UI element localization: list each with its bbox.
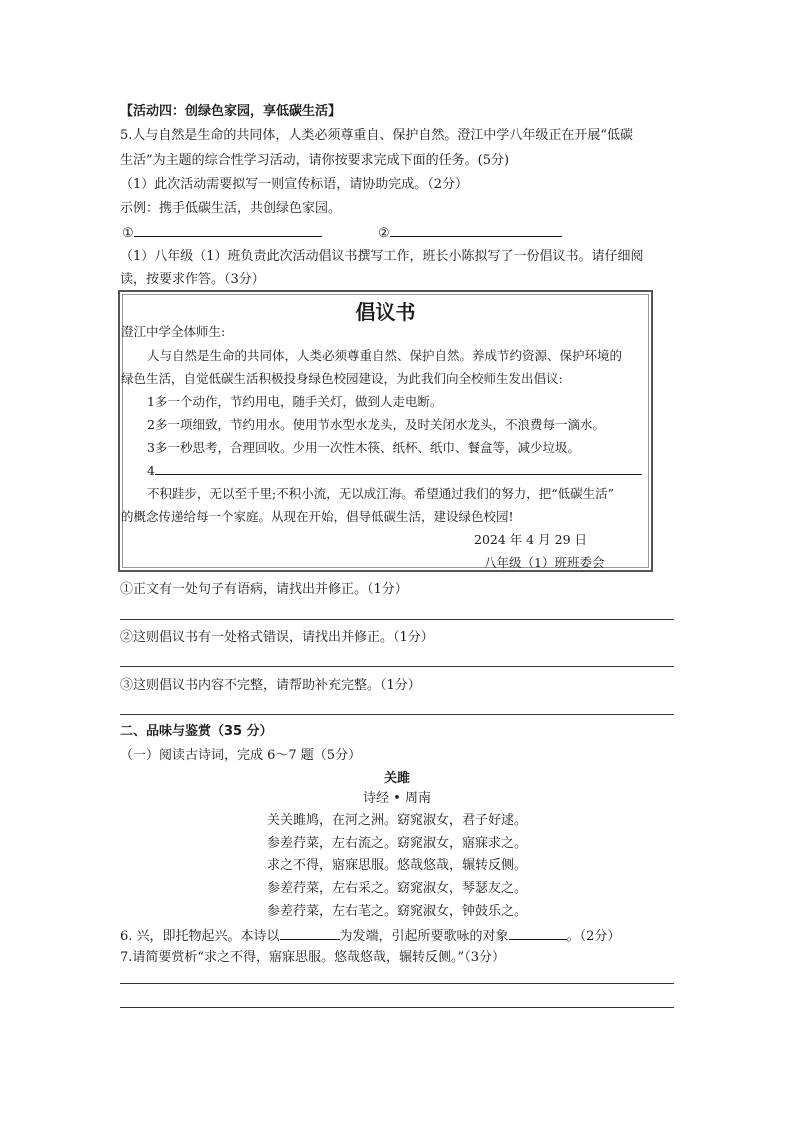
poem-line-5: 参差荇菜，左右芼之。窈窕淑女，钟鼓乐之。: [266, 904, 527, 919]
question-6-part-b: 为发端，引起所要歌咏的对象: [339, 929, 509, 944]
proposal-item-4-number: 4: [147, 463, 155, 478]
answer-line-1[interactable]: [120, 619, 674, 620]
proposal-paragraph-1-line-1: 人与自然是生命的共同体，人类必须尊重自然、保护自然。养成节约资源、保护环境的: [147, 348, 623, 363]
proposal-title: 倡议书: [355, 300, 416, 324]
proposal-question-1: ①正文有一处句子有语病，请找出并修正。（1分）: [120, 582, 408, 597]
proposal-closing-line-1: 不积跬步，无以至千里;不积小流，无以成江海。希望通过我们的努力，把“低碳生活”: [147, 486, 614, 501]
question-5-line-1: 5.人与自然是生命的共同体，人类必须尊重自、保护自然。澄江中学八年级正在开展“低碳: [120, 128, 634, 143]
slogan-example: 示例：携手低碳生活，共创绿色家园。: [120, 201, 342, 216]
proposal-item-4-blank[interactable]: [155, 461, 642, 475]
slogan-blank-1-label: ①: [122, 226, 134, 241]
question-6-part-c: 。（2分）: [566, 929, 621, 944]
answer-line-q7-1[interactable]: [120, 983, 674, 984]
subquestion-2-line-1: （1）八年级（1）班负责此次活动倡议书撰写工作，班长小陈拟写了一份倡议书。请仔细阅: [120, 249, 644, 264]
proposal-question-3: ③这则倡议书内容不完整，请帮助补充完整。（1分）: [120, 678, 421, 693]
poem-line-2: 参差荇菜，左右流之。窈窕淑女，寤寐求之。: [266, 836, 527, 851]
question-6: [120, 926, 620, 946]
question-6-blank-2[interactable]: [509, 926, 567, 940]
slogan-blank-1: [122, 223, 322, 243]
question-5-line-2: 生活”为主题的综合性学习活动，请你按要求完成下面的任务。(5分): [120, 153, 510, 168]
proposal-item-4: [147, 461, 642, 480]
proposal-item-3: 3多一秒思考，合理回收。少用一次性木筷、纸杯、纸巾、餐盒等，减少垃圾。: [147, 440, 580, 455]
answer-line-2[interactable]: [120, 666, 674, 667]
question-6-part-a: 6. 兴，即托物起兴。本诗以: [120, 929, 280, 944]
activity-heading: 【活动四：创绿色家园，享低碳生活】: [120, 104, 342, 119]
slogan-blank-2-label: ②: [378, 226, 390, 241]
proposal-signature: 八年级（1）班班委会: [484, 555, 605, 570]
poem-author: 诗经 • 周南: [363, 791, 431, 806]
proposal-item-2: 2多一项细致，节约用水。使用节水型水龙头，及时关闭水龙头，不浪费每一滴水。: [147, 417, 605, 432]
question-7: 7.请简要赏析“求之不得，寤寐思服。悠哉悠哉，辗转反侧。”（3分）: [120, 950, 505, 965]
slogan-blank-2: [378, 223, 562, 243]
poem-line-3: 求之不得，寤寐思服。悠哉悠哉，辗转反侧。: [266, 858, 527, 873]
proposal-closing-line-2: 的概念传递给每一个家庭。从现在开始，倡导低碳生活，建设绿色校园!: [121, 509, 514, 524]
proposal-item-1: 1多一个动作，节约用电，随手关灯，做到人走电断。: [147, 394, 443, 409]
poem-title: 关雎: [383, 771, 410, 786]
proposal-salutation: 澄江中学全体师生:: [121, 324, 226, 339]
proposal-paragraph-1-line-2: 绿色生活，自觉低碳生活积极投身绿色校园建设，为此我们向全校师生发出倡议:: [121, 371, 563, 386]
answer-line-q7-2[interactable]: [120, 1007, 674, 1008]
poem-line-1: 关关雎鸠，在河之洲。窈窕淑女，君子好逑。: [266, 813, 527, 828]
proposal-date: 2024 年 4 月 29 日: [474, 532, 588, 547]
answer-line-3[interactable]: [120, 714, 674, 715]
subquestion-2-line-2: 读，按要求作答。（3分）: [120, 272, 265, 287]
section-2-part-1: （一）阅读古诗词，完成 6～7 题（5分）: [120, 748, 362, 763]
subquestion-1-prompt: （1）此次活动需要拟写一则宣传标语，请协助完成。（2分）: [120, 177, 469, 192]
poem-line-4: 参差荇菜，左右采之。窈窕淑女，琴瑟友之。: [266, 881, 527, 896]
slogan-blank-1-line[interactable]: [134, 223, 322, 237]
section-2-heading: 二、品味与鉴赏（35 分）: [120, 724, 273, 739]
question-6-blank-1[interactable]: [280, 926, 340, 940]
proposal-question-2: ②这则倡议书有一处格式错误，请找出并修正。（1分）: [120, 630, 434, 645]
slogan-blank-2-line[interactable]: [390, 223, 562, 237]
